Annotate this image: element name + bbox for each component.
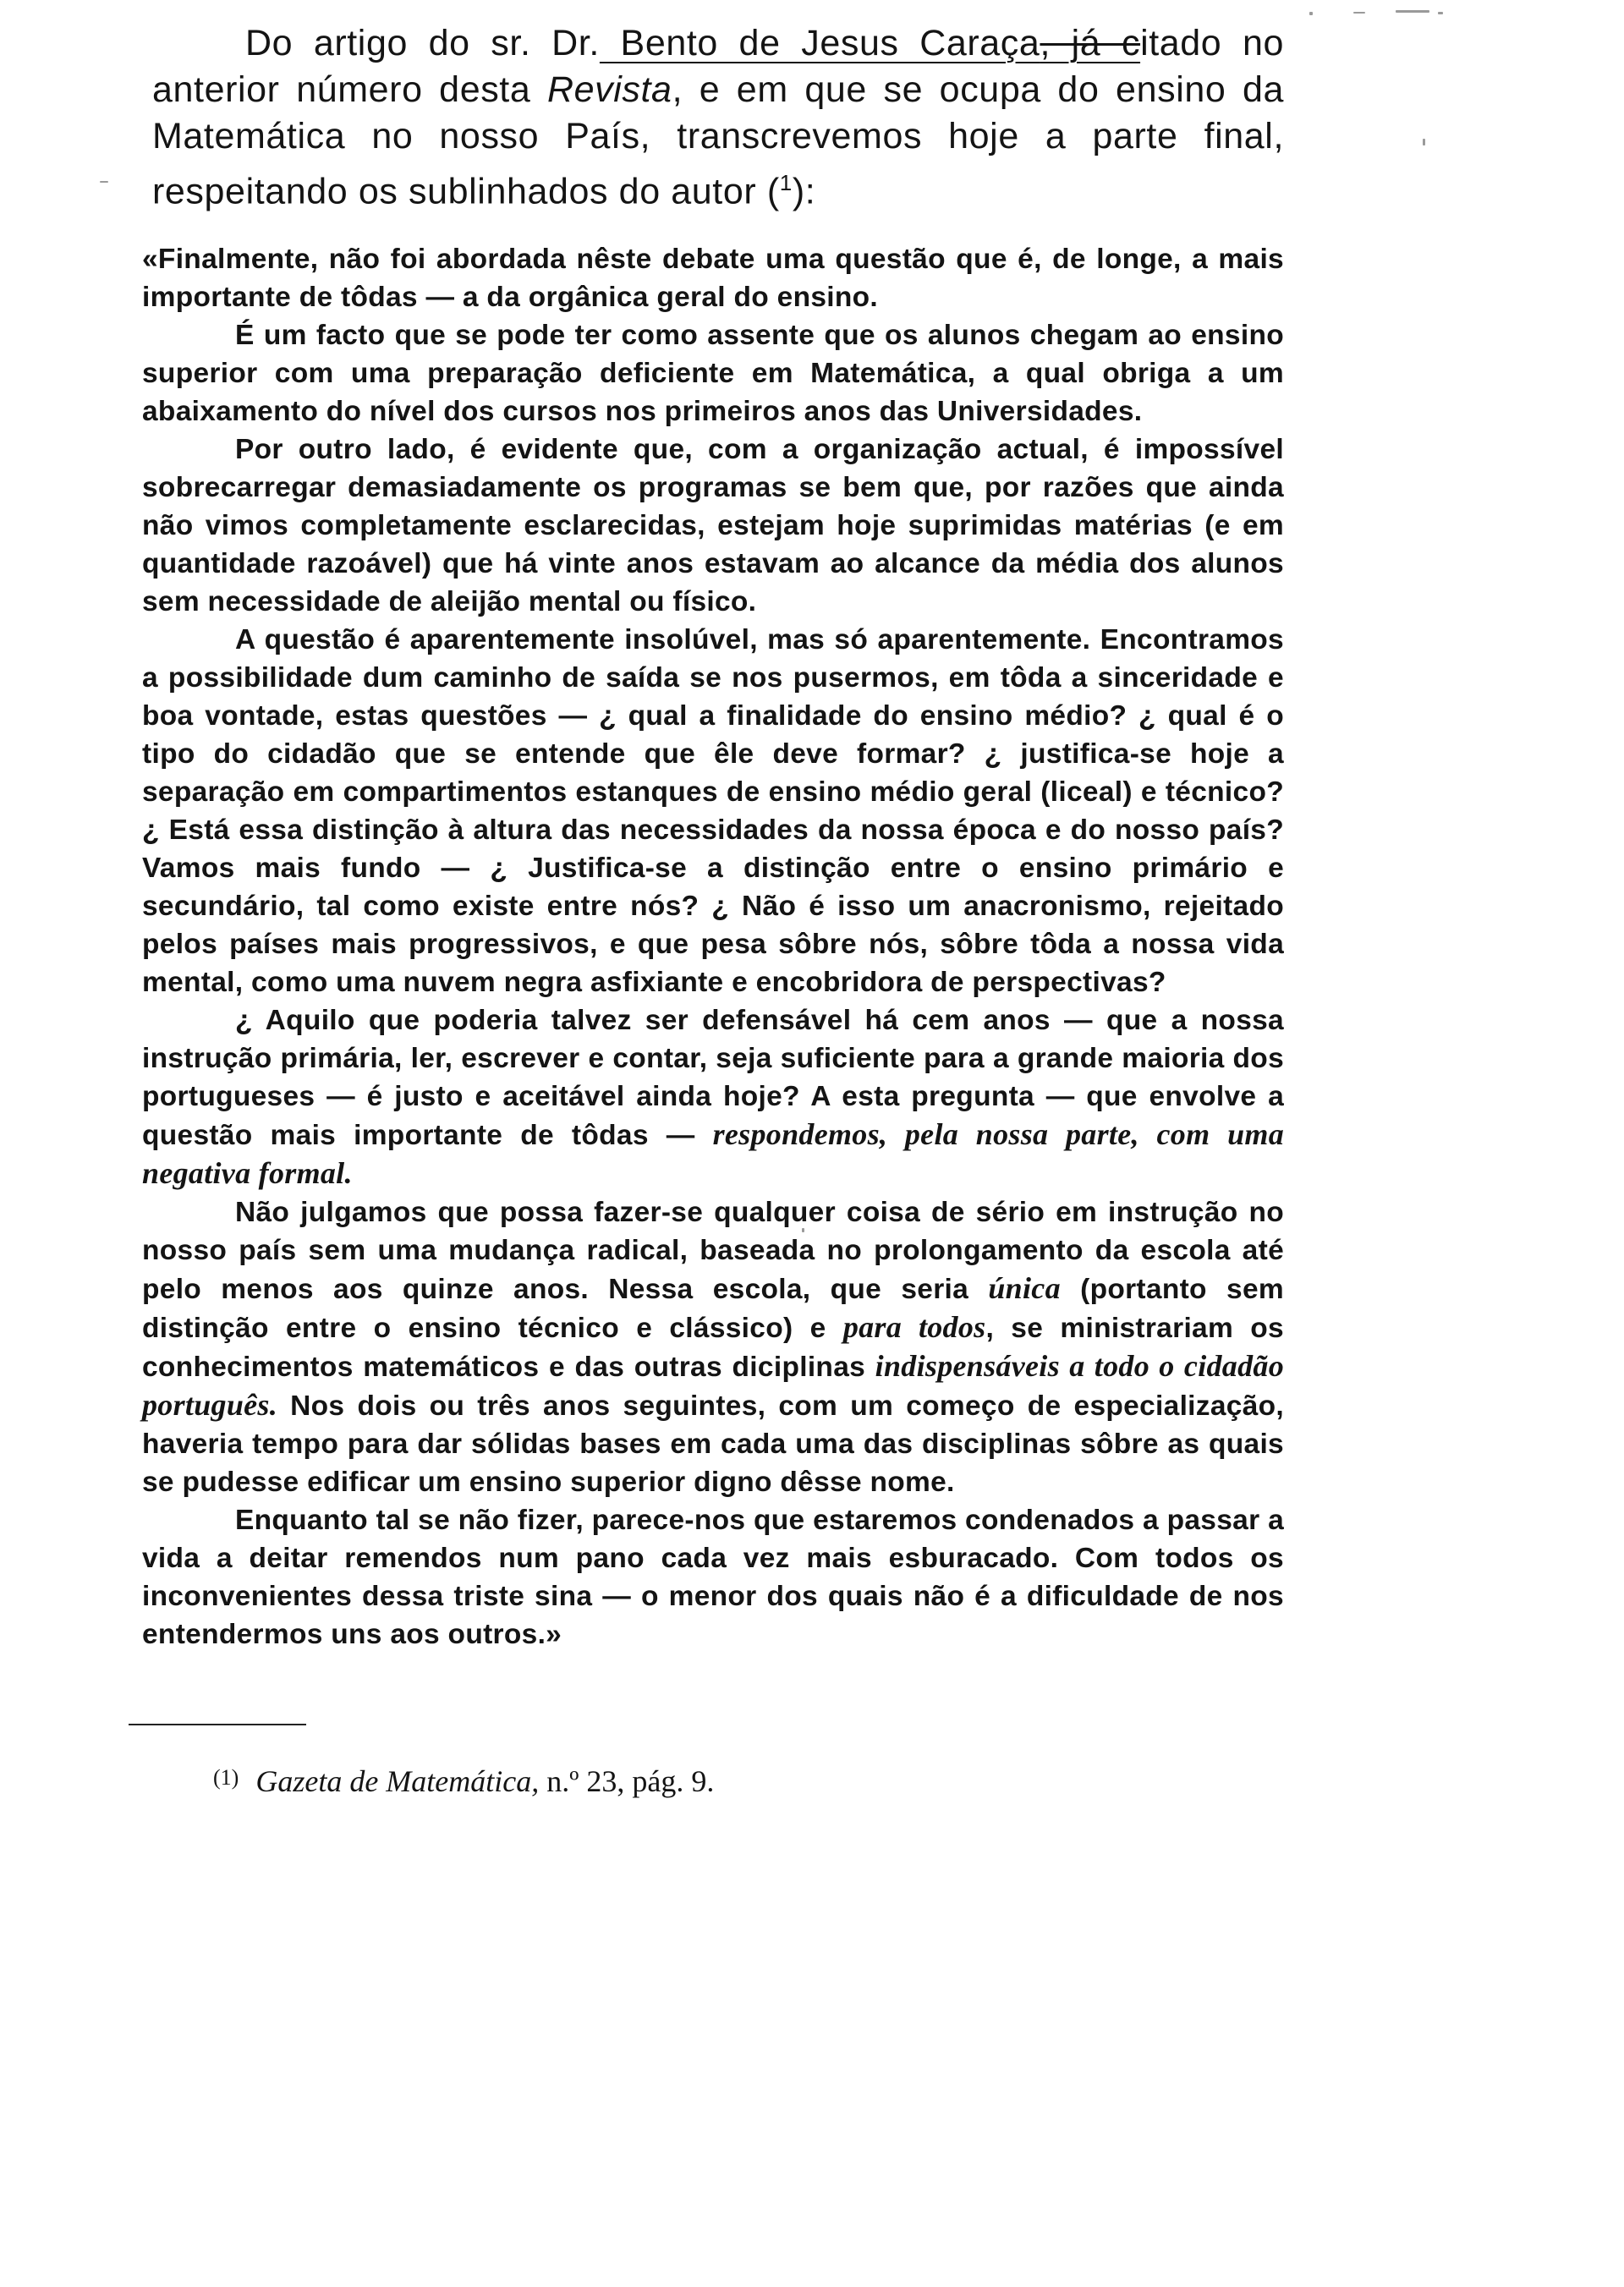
quotation-block bbox=[142, 240, 1284, 1654]
author-name bbox=[600, 23, 1140, 63]
scan-speck bbox=[1396, 10, 1429, 13]
intro-text-rest: , e em que se ocupa do ensino da Matemática no nosso País, transcrevemos hoje a parte final, respeitando os sublinhados do autor ( bbox=[152, 69, 1284, 212]
footnote-marker: (1) bbox=[213, 1765, 239, 1790]
footnote-divider bbox=[129, 1724, 306, 1725]
quote-paragraph-6-emphasis-1: única bbox=[988, 1271, 1061, 1305]
quote-paragraph-1: «Finalmente, não foi abordada nêste debate uma questão que é, de longe, a mais importante de tôdas — a da orgânica geral do ensino. bbox=[142, 244, 1284, 313]
quote-paragraph-6-text-b: (portanto sem distinção entre o ensino técnico e clássico) e bbox=[142, 1274, 1284, 1344]
quote-paragraph-5-text: ¿ Aquilo que poderia talvez ser defensável há cem anos — que a nossa instrução primária, ler, escrever e contar, seja suficiente para a grande maioria dos portugueses — é justo e aceitável ainda hoje? A esta pregunta — que envolve a questão mais importante de tôdas — bbox=[142, 1005, 1284, 1151]
quote-paragraph-6-text-c: , se ministrariam os conhecimentos matemáticos e das outras diciplinas bbox=[142, 1313, 1284, 1383]
scan-speck bbox=[1438, 12, 1443, 14]
quote-paragraph-4: A questão é aparentemente insolúvel, mas só aparentemente. Encontramos a possibilidade dum caminho de saída se nos pusermos, em tôda a sinceridade e boa vontade, estas questões — ¿ qual a finalidade do ensino médio? ¿ qual é o tipo do cidadão que se entende que êle deve formar? ¿ justifica-se hoje a separação em compartimentos estanques de ensino médio geral (liceal) e técnico? ¿ Está essa distinção à altura das necessidades da nossa época e do nosso país? Vamos mais fundo — ¿ Justifica-se a distinção entre o ensino primário e secundário, tal como existe entre nós? ¿ Não é isso um anacronismo, rejeitado pelos países mais progressivos, e que pesa sôbre nós, sôbre tôda a nossa vida mental, como uma nuvem negra asfixiante e encobridora de perspectivas? bbox=[142, 624, 1284, 998]
intro-text-end: ): bbox=[792, 171, 816, 212]
footnote bbox=[213, 1759, 714, 1800]
intro-text-start: Do artigo do sr. Dr. bbox=[245, 23, 600, 63]
quote-paragraph-3: Por outro lado, é evidente que, com a organização actual, é impossível sobrecarregar demasiadamente os programas se bem que, por razões que ainda não vimos completamente esclarecidas, estejam hoje suprimidas matérias (e em quantidade razoável) que há vinte anos estavam ao alcance da média dos alunos sem necessidade de aleijão mental ou físico. bbox=[142, 434, 1284, 617]
intro-text-mid: itado no anterior número desta bbox=[152, 23, 1284, 110]
quote-paragraph-5-emphasis: respondemos, pela nossa parte, com uma negativa formal. bbox=[142, 1117, 1284, 1190]
quote-paragraph-7: Enquanto tal se não fizer, parece-nos que estaremos condenados a passar a vida a deitar remendos num pano cada vez mais esburacado. Com todos os inconvenientes dessa triste sina — o menor dos quais não é a dificuldade de nos entendermos uns aos outros.» bbox=[142, 1505, 1284, 1650]
quote-paragraph-5 bbox=[142, 1001, 1284, 1193]
footnote-source: Gazeta de Matemática, bbox=[255, 1764, 540, 1798]
footnote-detail: n.º 23, pág. 9. bbox=[539, 1764, 715, 1798]
scan-speck bbox=[1309, 12, 1313, 15]
quote-paragraph-6-text-d: Nos dois ou três anos seguintes, com um começo de especialização, haveria tempo para dar sólidas bases em cada uma das disciplinas sôbre as quais se pudesse edificar um ensino superior digno dêsse nome. bbox=[142, 1390, 1284, 1498]
scan-speck bbox=[1423, 139, 1425, 145]
quote-paragraph-6 bbox=[142, 1193, 1284, 1501]
author-name-text: Bento de Jesus Caraça bbox=[599, 23, 1040, 63]
intro-paragraph bbox=[152, 20, 1284, 215]
quote-paragraph-2: É um facto que se pode ter como assente que os alunos chegam ao ensino superior com uma preparação deficiente em Matemática, a qual obriga a um abaixamento do nível dos cursos nos primeiros anos das Universidades. bbox=[142, 320, 1284, 427]
footnote-reference: 1 bbox=[779, 170, 793, 195]
quote-paragraph-6-text-a: Não julgamos que possa fazer-se qualquer coisa de sério em instrução no nosso país sem uma mudança radical, baseada no prolongamento da escola até pelo menos aos quinze anos. Nessa escola, que seria bbox=[142, 1197, 1284, 1305]
struck-text: , já c bbox=[1040, 23, 1141, 63]
scan-speck bbox=[802, 1228, 804, 1232]
quote-paragraph-6-emphasis-3: indispensáveis a todo o cidadão português. bbox=[142, 1349, 1284, 1422]
scan-speck bbox=[1353, 12, 1365, 14]
quote-paragraph-6-emphasis-2: para todos bbox=[842, 1310, 986, 1344]
journal-name: Revista bbox=[546, 69, 672, 110]
scan-speck bbox=[100, 181, 108, 183]
